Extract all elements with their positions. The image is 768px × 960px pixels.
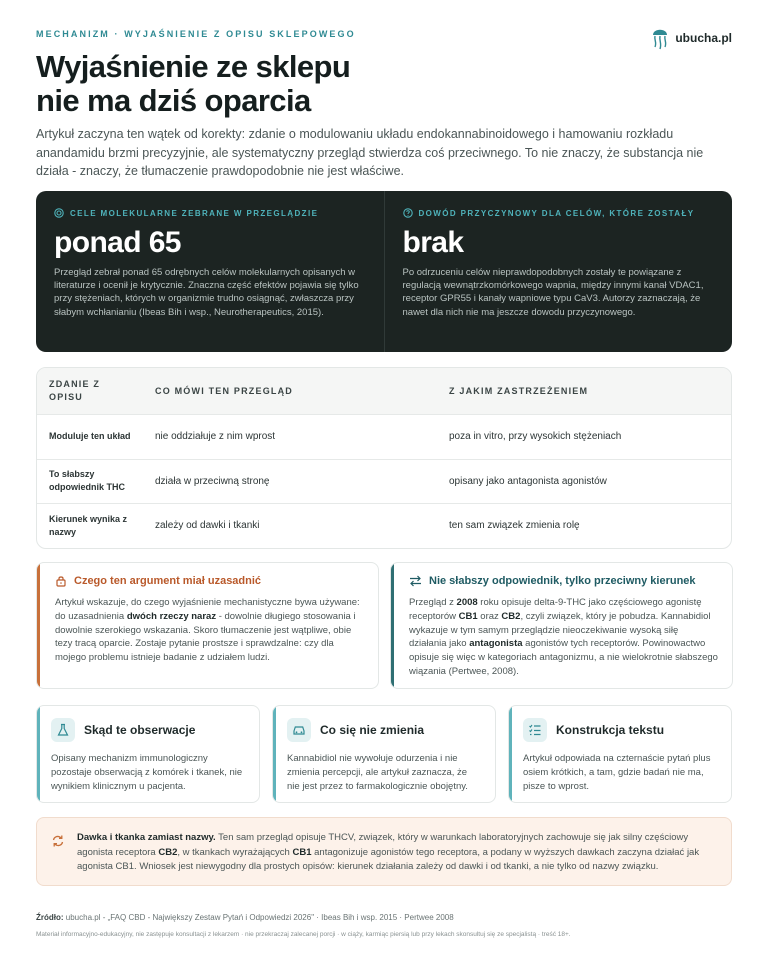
table-cell: nie oddziałuje z nim wprost [155,431,276,443]
jellyfish-logo-icon [651,25,669,51]
table-header: CO MÓWI TEN PRZEGLĄD [155,385,293,396]
car-icon [287,718,311,742]
page-title [36,50,350,118]
refresh-icon [51,834,65,848]
stat-label: CELE MOLEKULARNE ZEBRANE W PRZEGLĄDZIE [54,208,366,218]
direction-card [390,562,733,689]
table-cell: Moduluje ten układ [49,431,131,442]
stat-evidence [384,191,733,352]
card-title: Konstrukcja tekstu [556,723,665,737]
table-row [37,459,731,504]
card-title: Skąd te obserwacje [84,723,196,737]
table-cell: ten sam związek zmienia rolę [449,520,580,532]
card-text: Artykuł odpowiada na czternaście pytań plus osiem krótkich, a tam, gdzie badań nie ma, pisze to wprost. [523,753,711,792]
card-title: Nie słabszy odpowiednik, tylko przeciwny kierunek [409,575,718,587]
disclaimer: Materiał informacyjno-edukacyjny, nie zastępuje konsultacji z lekarzem · nie przekraczaj zalecanej porcji · w ciąży, karmiąc piersią lub przy lekach skonsultuj się ze specjalistą · treść 18+. [36,931,571,938]
title-line-1: Wyjaśnienie ze sklepu [36,49,351,84]
card-title: Czego ten argument miał uzasadnić [55,575,364,587]
table-cell: Kierunek wynika z nazwy [49,513,128,537]
stat-value: ponad 65 [54,226,181,259]
question-icon [403,208,413,218]
table-header-row [37,368,731,414]
logo[interactable] [651,25,732,51]
eyebrow: MECHANIZM · WYJAŚNIENIE Z OPISU SKLEPOWEGO [36,29,356,39]
argument-card [36,562,379,689]
card-text: Artykuł wskazuje, do czego wyjaśnienie mechanistyczne bywa używane: do uzasadnienia dwóch rzeczy naraz - dowolnie długiego stosowania i dowolnie szerokiego wskazania. Skoro tłumaczenie jest wątpliwe, obie tezy tracą oparcie. Zostaje pytanie prostsze i sprawdzalne: czy dla mojego problemu istnieje badanie z udziałem ludzi. [55,597,360,664]
table-cell: zależy od dawki i tkanki [155,520,260,532]
swap-arrows-icon [409,575,422,587]
table-header: Z JAKIM ZASTRZEŻENIEM [449,385,589,396]
lead-paragraph: Artykuł zaczyna ten wątek od korekty: zdanie o modulowaniu układu endokannabinoidowego i hamowaniu rozkładu anandamidu brzmi precyzyjnie, ale systematyczny przegląd stwierdza coś przeciwnego. To nie znaczy, że substancja nie działa - znaczy, że tłumaczenie prawdopodobnie nie jest właściwe. [36,127,704,178]
stat-text: Po odrzuceniu celów nieprawdopodobnych zostały te powiązane z regulacją wewnątrzkomórkowego wapnia, między innymi kanał VDAC1, receptor GPR55 i kanały wapniowe typu CaV3. Autorzy zaznaczają, że nawet dla nich nie ma jeszcze dowodu przyczynowego. [402,267,704,318]
flask-icon [51,718,75,742]
comparison-table [36,367,732,549]
table-row [37,503,731,548]
card-text: Opisany mechanizm immunologiczny pozostaje obserwacją z komórek i tkanek, nie wynikiem klinicznym u pacjenta. [51,753,243,792]
target-icon [54,208,64,218]
stat-value: brak [402,226,464,259]
table-cell: opisany jako antagonista agonistów [449,475,607,487]
stat-targets [36,191,384,352]
card-text: Kannabidiol nie wywołuje odurzenia i nie zmienia percepcji, ale artykuł zaznacza, że nie jest przez to farmakologicznie obojętny. [287,753,468,792]
unchanged-card [272,705,496,803]
structure-card [508,705,732,803]
stat-label: DOWÓD PRZYCZYNOWY DLA CELÓW, KTÓRE ZOSTAŁY [403,208,715,218]
table-cell: działa w przeciwną stronę [155,475,270,487]
logo-text: ubucha.pl [675,31,732,45]
stat-text: Przegląd zebrał ponad 65 odrębnych celów molekularnych opisanych w literaturze i ocenił je krytycznie. Znaczna część efektów pojawia się tylko przy stężeniach, których w organizmie trudno osiągnąć, zwłaszcza przy słabym wchłanianiu (Ibeas Bih i wsp., Neurotherapeutics, 2015). [54,267,359,318]
table-header: ZDANIE Z OPISU [49,379,101,402]
table-cell: poza in vitro, przy wysokich stężeniach [449,431,622,443]
observation-card [36,705,260,803]
table-cell: To słabszy odpowiednik THC [49,469,125,493]
checklist-icon [523,718,547,742]
card-text: Przegląd z 2008 roku opisuje delta-9-THC jako częściowego agonistę receptorów CB1 oraz CB2, czyli związek, który je pobudza. Kannabidiol wykazuje w tym samym przeglądzie nieoczekiwanie wysoką siłę działania jako antagonista agonistów tych receptorów. Powinowactwo opisuje się więc w kategoriach antagonizmu, a nie wielokrotnie słabszego wiązania (Pertwee, 2008). [409,597,718,677]
dose-tissue-note [36,817,732,886]
lock-icon [55,575,67,587]
table-row [37,414,731,459]
card-title: Co się nie zmienia [320,723,425,737]
note-text: Dawka i tkanka zamiast nazwy. Ten sam przegląd opisuje THCV, związek, który w warunkach laboratoryjnych zachowuje się jak silny częściowy agonista receptora CB2, w tkankach wyrażających CB1 antagonizuje agonistów tego receptora, a podany w wyższych dawkach zaczyna działać jak agonista CB1. Wniosek jest niewygodny dla prostych opisów: kierunek działania zależy od dawki i od tkanki, a nie tylko od nazwy związku. [77,832,700,872]
stats-panel [36,191,732,352]
source-line: Źródło: ubucha.pl - „FAQ CBD - Największy Zestaw Pytań i Odpowiedzi 2026" · Ibeas Bih i wsp. 2015 · Pertwee 2008 [36,913,454,922]
title-line-2: nie ma dziś oparcia [36,83,311,118]
